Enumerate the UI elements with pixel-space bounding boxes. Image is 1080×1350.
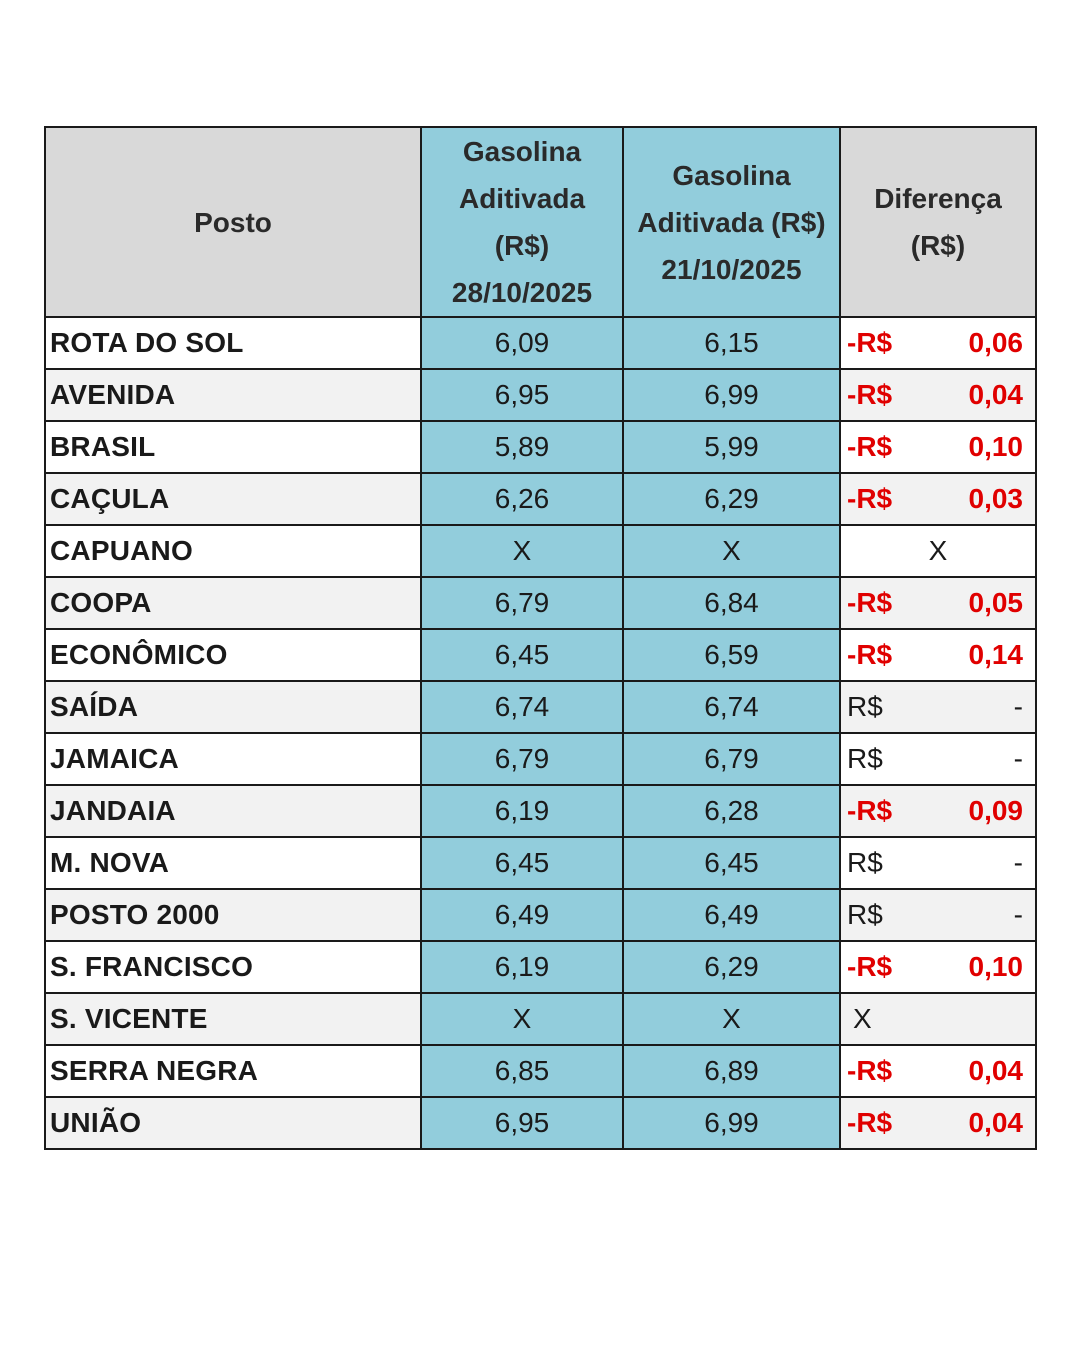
price-current: 6,79 [421, 577, 623, 629]
price-difference [840, 1097, 1036, 1149]
difference-amount: 0,09 [968, 795, 1023, 826]
difference-currency: R$ [847, 691, 883, 722]
price-difference [840, 473, 1036, 525]
price-previous: 6,99 [623, 369, 840, 421]
station-name: S. VICENTE [45, 993, 421, 1045]
price-current: 6,74 [421, 681, 623, 733]
station-name: CAPUANO [45, 525, 421, 577]
table-row [45, 629, 1036, 681]
price-difference [840, 317, 1036, 369]
station-name: S. FRANCISCO [45, 941, 421, 993]
difference-currency: R$ [847, 743, 883, 774]
table-row [45, 525, 1036, 577]
table-row [45, 941, 1036, 993]
header-col2-line: Gasolina [672, 159, 791, 191]
header-difference [840, 127, 1036, 317]
table-row [45, 421, 1036, 473]
price-previous: 6,79 [623, 733, 840, 785]
header-col3-line: (R$) [910, 230, 966, 261]
price-previous: 6,29 [623, 473, 840, 525]
price-current: 6,45 [421, 837, 623, 889]
table-row [45, 837, 1036, 889]
station-name: JAMAICA [45, 733, 421, 785]
table-row [45, 317, 1036, 369]
price-difference [840, 681, 1036, 733]
difference-amount: - [1013, 743, 1023, 774]
difference-amount: - [1013, 691, 1023, 722]
price-difference [840, 1045, 1036, 1097]
price-current: 6,85 [421, 1045, 623, 1097]
difference-amount: 0,10 [968, 431, 1023, 462]
header-col1-line: Gasolina [462, 136, 582, 167]
station-name: JANDAIA [45, 785, 421, 837]
station-name: COOPA [45, 577, 421, 629]
price-previous: X [623, 525, 840, 577]
table-row [45, 993, 1036, 1045]
price-current: 6,26 [421, 473, 623, 525]
table-row [45, 1045, 1036, 1097]
header-col1-line: Aditivada [458, 183, 586, 214]
difference-currency: -R$ [847, 587, 893, 618]
difference-amount: 0,06 [968, 327, 1023, 358]
difference-amount: 0,10 [968, 951, 1023, 982]
difference-currency: -R$ [847, 431, 893, 462]
fuel-price-table [44, 126, 1037, 1150]
difference-amount: - [1013, 847, 1023, 878]
header-col2-line: Aditivada (R$) [637, 206, 826, 238]
difference-currency: -R$ [847, 795, 893, 826]
header-price-previous [623, 127, 840, 317]
difference-currency: -R$ [847, 1107, 893, 1138]
difference-amount: - [1013, 899, 1023, 930]
table-row [45, 785, 1036, 837]
price-current: 6,95 [421, 369, 623, 421]
price-previous: 6,28 [623, 785, 840, 837]
station-name: SAÍDA [45, 681, 421, 733]
price-previous: 5,99 [623, 421, 840, 473]
station-name: SERRA NEGRA [45, 1045, 421, 1097]
price-difference [840, 421, 1036, 473]
difference-amount: 0,05 [968, 587, 1023, 618]
difference-currency: -R$ [847, 327, 893, 358]
table-row [45, 1097, 1036, 1149]
price-current: X [421, 993, 623, 1045]
station-name: UNIÃO [45, 1097, 421, 1149]
difference-currency: -R$ [847, 1055, 893, 1086]
difference-amount: 0,04 [968, 379, 1023, 410]
difference-currency: R$ [847, 847, 883, 878]
price-current: 6,19 [421, 785, 623, 837]
table-row [45, 473, 1036, 525]
price-previous: 6,59 [623, 629, 840, 681]
price-difference [840, 889, 1036, 941]
difference-currency: -R$ [847, 379, 893, 410]
price-difference [840, 577, 1036, 629]
station-name: POSTO 2000 [45, 889, 421, 941]
price-difference [840, 785, 1036, 837]
station-name: ECONÔMICO [45, 629, 421, 681]
price-difference [840, 733, 1036, 785]
price-difference [840, 941, 1036, 993]
price-previous: 6,45 [623, 837, 840, 889]
price-difference [840, 629, 1036, 681]
header-col3-line: Diferença [874, 183, 1002, 214]
header-price-current [421, 127, 623, 317]
price-current: 5,89 [421, 421, 623, 473]
header-row [45, 127, 1036, 317]
difference-amount: 0,04 [968, 1107, 1023, 1138]
difference-currency: X [853, 1003, 872, 1034]
table-row [45, 369, 1036, 421]
price-previous: 6,89 [623, 1045, 840, 1097]
header-col1-line: (R$) [494, 230, 550, 261]
difference-currency: X [928, 535, 948, 566]
price-difference [840, 837, 1036, 889]
station-name: CAÇULA [45, 473, 421, 525]
station-name: BRASIL [45, 421, 421, 473]
station-name: ROTA DO SOL [45, 317, 421, 369]
table-body [45, 317, 1036, 1149]
difference-currency: -R$ [847, 483, 893, 514]
header-posto [45, 127, 421, 317]
price-current: 6,79 [421, 733, 623, 785]
price-current: 6,09 [421, 317, 623, 369]
price-previous: 6,74 [623, 681, 840, 733]
station-name: M. NOVA [45, 837, 421, 889]
price-previous: 6,49 [623, 889, 840, 941]
price-current: 6,45 [421, 629, 623, 681]
difference-amount: 0,03 [968, 483, 1023, 514]
difference-currency: -R$ [847, 639, 893, 670]
difference-amount: 0,14 [968, 639, 1023, 670]
price-previous: 6,84 [623, 577, 840, 629]
price-difference [840, 525, 1036, 577]
difference-currency: -R$ [847, 951, 893, 982]
price-previous: 6,99 [623, 1097, 840, 1149]
table-row [45, 577, 1036, 629]
price-current: 6,95 [421, 1097, 623, 1149]
difference-currency: R$ [847, 899, 883, 930]
price-current: 6,19 [421, 941, 623, 993]
price-difference [840, 993, 1036, 1045]
price-previous: X [623, 993, 840, 1045]
header-col1-line: 28/10/2025 [451, 277, 593, 308]
price-difference [840, 369, 1036, 421]
price-current: 6,49 [421, 889, 623, 941]
table-row [45, 733, 1036, 785]
header-col2-line: 21/10/2025 [661, 253, 802, 285]
header-posto-label: Posto [194, 206, 272, 238]
price-previous: 6,15 [623, 317, 840, 369]
difference-amount: 0,04 [968, 1055, 1023, 1086]
table-row [45, 889, 1036, 941]
price-previous: 6,29 [623, 941, 840, 993]
station-name: AVENIDA [45, 369, 421, 421]
table-row [45, 681, 1036, 733]
price-current: X [421, 525, 623, 577]
